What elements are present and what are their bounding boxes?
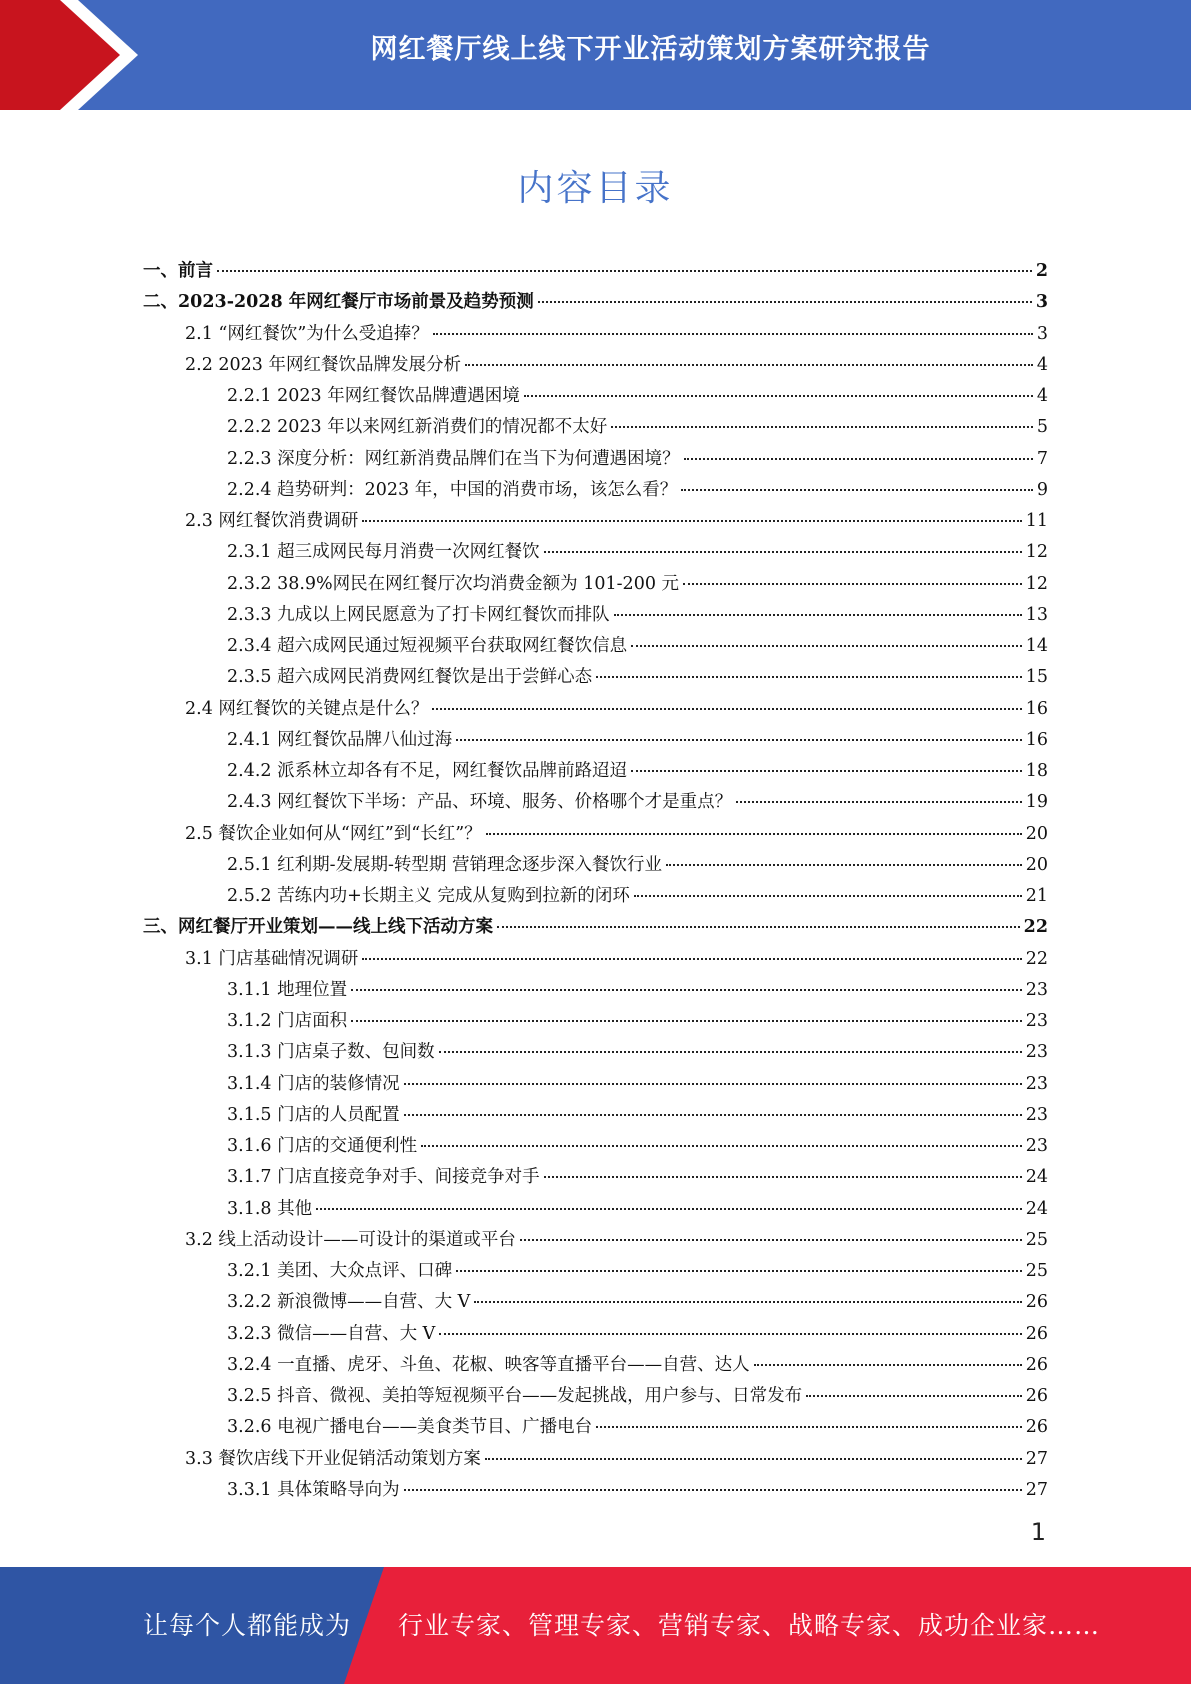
toc-entry-page: 16 <box>1025 729 1048 750</box>
document-title: 网红餐厅线上线下开业活动策划方案研究报告 <box>370 34 931 65</box>
footer-slogan-right: 行业专家、管理专家、营销专家、战略专家、成功企业家…… <box>398 1611 1101 1640</box>
toc-dot-leader <box>520 1218 1022 1241</box>
toc-entry-title: 3.2.2 新浪微博——自营、大 V <box>227 1292 471 1313</box>
toc-entry-title: 2.3 网红餐饮消费调研 <box>185 511 359 531</box>
toc-entry-page: 14 <box>1025 636 1048 656</box>
toc-entry-title: 3.1.7 门店直接竞争对手、间接竞争对手 <box>227 1167 540 1188</box>
toc-dot-leader <box>351 999 1022 1022</box>
toc-entry-page: 12 <box>1025 542 1048 563</box>
toc-dot-leader <box>806 1374 1022 1397</box>
toc-entry-page: 15 <box>1025 667 1048 688</box>
toc-entry-page: 26 <box>1025 1417 1048 1438</box>
toc-entry-page: 11 <box>1025 511 1048 531</box>
toc-dot-leader <box>316 1187 1022 1210</box>
toc-entry-title: 2.3.1 超三成网民每月消费一次网红餐饮 <box>227 542 540 563</box>
toc-entry-page: 5 <box>1036 417 1048 438</box>
toc-entry-title: 2.2 2023 年网红餐饮品牌发展分析 <box>185 354 461 375</box>
toc-entry-title: 3.2.5 抖音、微视、美拍等短视频平台——发起挑战，用户参与、日常发布 <box>227 1386 803 1406</box>
toc-entry-page: 22 <box>1023 917 1048 938</box>
toc-entry-page: 25 <box>1025 1261 1048 1281</box>
toc-entry-title: 3.2.6 电视广播电台——美食类节目、广播电台 <box>227 1417 593 1438</box>
toc-entry-page: 20 <box>1025 823 1048 844</box>
toc-dot-leader <box>634 874 1022 897</box>
toc-heading: 内容目录 <box>517 168 674 209</box>
toc-entry-page: 25 <box>1025 1229 1048 1250</box>
toc-entry-title: 三、网红餐厅开业策划——线上线下活动方案 <box>143 917 493 938</box>
toc-entry-title: 2.2.3 深度分析：网红新消费品牌们在当下为何遭遇困境？ <box>227 448 680 469</box>
toc-dot-leader <box>596 655 1022 678</box>
toc-entry-title: 2.5.1 红利期-发展期-转型期 营销理念逐步深入餐饮行业 <box>227 854 662 875</box>
header-chevron-decoration <box>0 0 150 110</box>
toc-dot-leader <box>456 718 1022 741</box>
toc-entry-title: 一、前言 <box>143 261 213 281</box>
toc-entry-title: 2.4.3 网红餐饮下半场：产品、环境、服务、价格哪个才是重点？ <box>227 792 733 813</box>
toc-dot-leader <box>474 1280 1021 1303</box>
toc-dot-leader <box>681 468 1033 491</box>
toc-entry-title: 2.4.1 网红餐饮品牌八仙过海 <box>227 729 453 750</box>
toc-entry-title: 3.1.1 地理位置 <box>227 979 348 1000</box>
toc-dot-leader <box>666 843 1022 866</box>
footer-band <box>0 1567 1191 1684</box>
toc-entry-page: 23 <box>1025 979 1048 1000</box>
toc-entry-page: 9 <box>1036 479 1048 500</box>
toc-entry-page: 18 <box>1025 761 1048 781</box>
toc-entry-title: 2.3.2 38.9%网民在网红餐厅次均消费金额为 101-200 元 <box>227 573 680 594</box>
toc-dot-leader <box>217 249 1032 272</box>
toc-entry-page: 26 <box>1025 1354 1048 1375</box>
toc-entry-page: 26 <box>1025 1292 1048 1313</box>
toc-entry-page: 4 <box>1036 386 1048 406</box>
toc-entry-title: 3.3.1 具体策略导向为 <box>227 1479 400 1500</box>
toc-dot-leader <box>544 1155 1022 1178</box>
toc-entry-page: 7 <box>1036 448 1048 469</box>
toc-dot-leader <box>524 374 1033 397</box>
toc-entry-page: 20 <box>1025 854 1048 875</box>
toc-entry-title: 2.3.4 超六成网民通过短视频平台获取网红餐饮信息 <box>227 636 628 656</box>
toc-dot-leader <box>614 593 1022 616</box>
toc-entry-title: 3.1.4 门店的装修情况 <box>227 1073 400 1094</box>
toc-dot-leader <box>736 780 1022 803</box>
toc-entry-page: 23 <box>1025 1011 1048 1031</box>
toc-dot-leader <box>439 1312 1021 1335</box>
toc-entry-page: 22 <box>1025 948 1048 969</box>
toc-entry-page: 27 <box>1025 1479 1048 1500</box>
toc-entry-title: 3.2.1 美团、大众点评、口碑 <box>227 1261 453 1281</box>
toc-dot-leader <box>456 1249 1022 1272</box>
toc-entry-page: 3 <box>1035 292 1048 313</box>
page-number: 1 <box>1030 1518 1046 1546</box>
toc-entry-title: 3.2.3 微信——自营、大 V <box>227 1323 436 1344</box>
toc-dot-leader <box>596 1405 1022 1428</box>
toc-dot-leader <box>631 624 1022 647</box>
toc-dot-leader <box>485 1437 1022 1460</box>
toc-entry-title: 2.2.4 趋势研判：2023 年，中国的消费市场，该怎么看？ <box>227 479 678 500</box>
toc-dot-leader <box>465 343 1033 366</box>
toc-entry-page: 23 <box>1025 1136 1048 1156</box>
toc-dot-leader <box>538 280 1032 303</box>
toc-entry-page: 27 <box>1025 1448 1048 1469</box>
toc-entry-page: 4 <box>1036 354 1048 375</box>
toc-entry-title: 二、2023-2028 年网红餐厅市场前景及趋势预测 <box>143 292 534 313</box>
toc-entry-title: 3.1.6 门店的交通便利性 <box>227 1136 418 1156</box>
toc-dot-leader <box>404 1093 1022 1116</box>
toc-entry-title: 2.5.2 苦练内功+长期主义 完成从复购到拉新的闭环 <box>227 886 630 906</box>
table-of-contents <box>143 253 1048 1503</box>
toc-entry-title: 2.3.5 超六成网民消费网红餐饮是出于尝鲜心态 <box>227 667 593 688</box>
footer-slogan-left: 让每个人都能成为 <box>143 1611 352 1640</box>
toc-dot-leader <box>351 968 1022 991</box>
toc-entry-title: 3.1 门店基础情况调研 <box>185 948 359 969</box>
toc-dot-leader <box>362 499 1021 522</box>
toc-entry-title: 3.1.8 其他 <box>227 1198 313 1219</box>
toc-dot-leader <box>683 562 1022 585</box>
toc-dot-leader <box>421 1124 1022 1147</box>
toc-entry-title: 2.1 “网红餐饮”为什么受追捧？ <box>185 323 429 344</box>
toc-dot-leader <box>631 749 1022 772</box>
toc-entry-title: 3.1.5 门店的人员配置 <box>227 1104 400 1125</box>
toc-entry-title: 3.1.3 门店桌子数、包间数 <box>227 1042 435 1063</box>
toc-entry-page: 24 <box>1025 1167 1048 1188</box>
toc-dot-leader <box>439 1030 1022 1053</box>
toc-entry-page: 23 <box>1025 1104 1048 1125</box>
toc-dot-leader <box>684 437 1033 460</box>
toc-entry-page: 3 <box>1036 323 1048 344</box>
toc-entry-title: 2.2.1 2023 年网红餐饮品牌遭遇困境 <box>227 386 520 406</box>
toc-dot-leader <box>486 812 1022 835</box>
toc-entry-page: 19 <box>1025 792 1048 813</box>
toc-dot-leader <box>497 905 1020 928</box>
toc-entry-title: 3.2 线上活动设计——可设计的渠道或平台 <box>185 1229 516 1250</box>
toc-entry-page: 26 <box>1025 1323 1048 1344</box>
toc-entry-page: 16 <box>1025 698 1048 719</box>
toc-entry-title: 3.3 餐饮店线下开业促销活动策划方案 <box>185 1448 481 1469</box>
toc-entry-page: 23 <box>1025 1042 1048 1063</box>
toc-dot-leader <box>611 405 1033 428</box>
toc-entry-title: 2.4.2 派系林立却各有不足，网红餐饮品牌前路迢迢 <box>227 761 628 781</box>
toc-entry-page: 2 <box>1035 261 1048 281</box>
toc-entry-page: 26 <box>1025 1386 1048 1406</box>
header-band <box>0 0 1191 110</box>
toc-entry-page: 23 <box>1025 1073 1048 1094</box>
toc-entry-title: 2.3.3 九成以上网民愿意为了打卡网红餐饮而排队 <box>227 604 610 625</box>
toc-dot-leader <box>544 530 1022 553</box>
toc-entry-page: 21 <box>1025 886 1048 906</box>
toc-entry-title: 2.2.2 2023 年以来网红新消费们的情况都不太好 <box>227 417 608 438</box>
toc-dot-leader <box>404 1062 1022 1085</box>
toc-entry-title: 2.4 网红餐饮的关键点是什么？ <box>185 698 429 719</box>
toc-entry-title: 3.2.4 一直播、虎牙、斗鱼、花椒、映客等直播平台——自营、达人 <box>227 1354 750 1375</box>
toc-entry-page: 24 <box>1025 1198 1048 1219</box>
toc-dot-leader <box>754 1343 1022 1366</box>
toc-entry-title: 3.1.2 门店面积 <box>227 1011 348 1031</box>
toc-entry[interactable] <box>143 1472 1048 1503</box>
toc-dot-leader <box>432 687 1021 710</box>
toc-entry-title: 2.5 餐饮企业如何从“网红”到“长红”？ <box>185 823 482 844</box>
toc-dot-leader <box>362 937 1021 960</box>
toc-entry-page: 13 <box>1025 604 1048 625</box>
toc-dot-leader <box>433 312 1033 335</box>
toc-entry-page: 12 <box>1025 573 1048 594</box>
toc-dot-leader <box>404 1468 1022 1491</box>
